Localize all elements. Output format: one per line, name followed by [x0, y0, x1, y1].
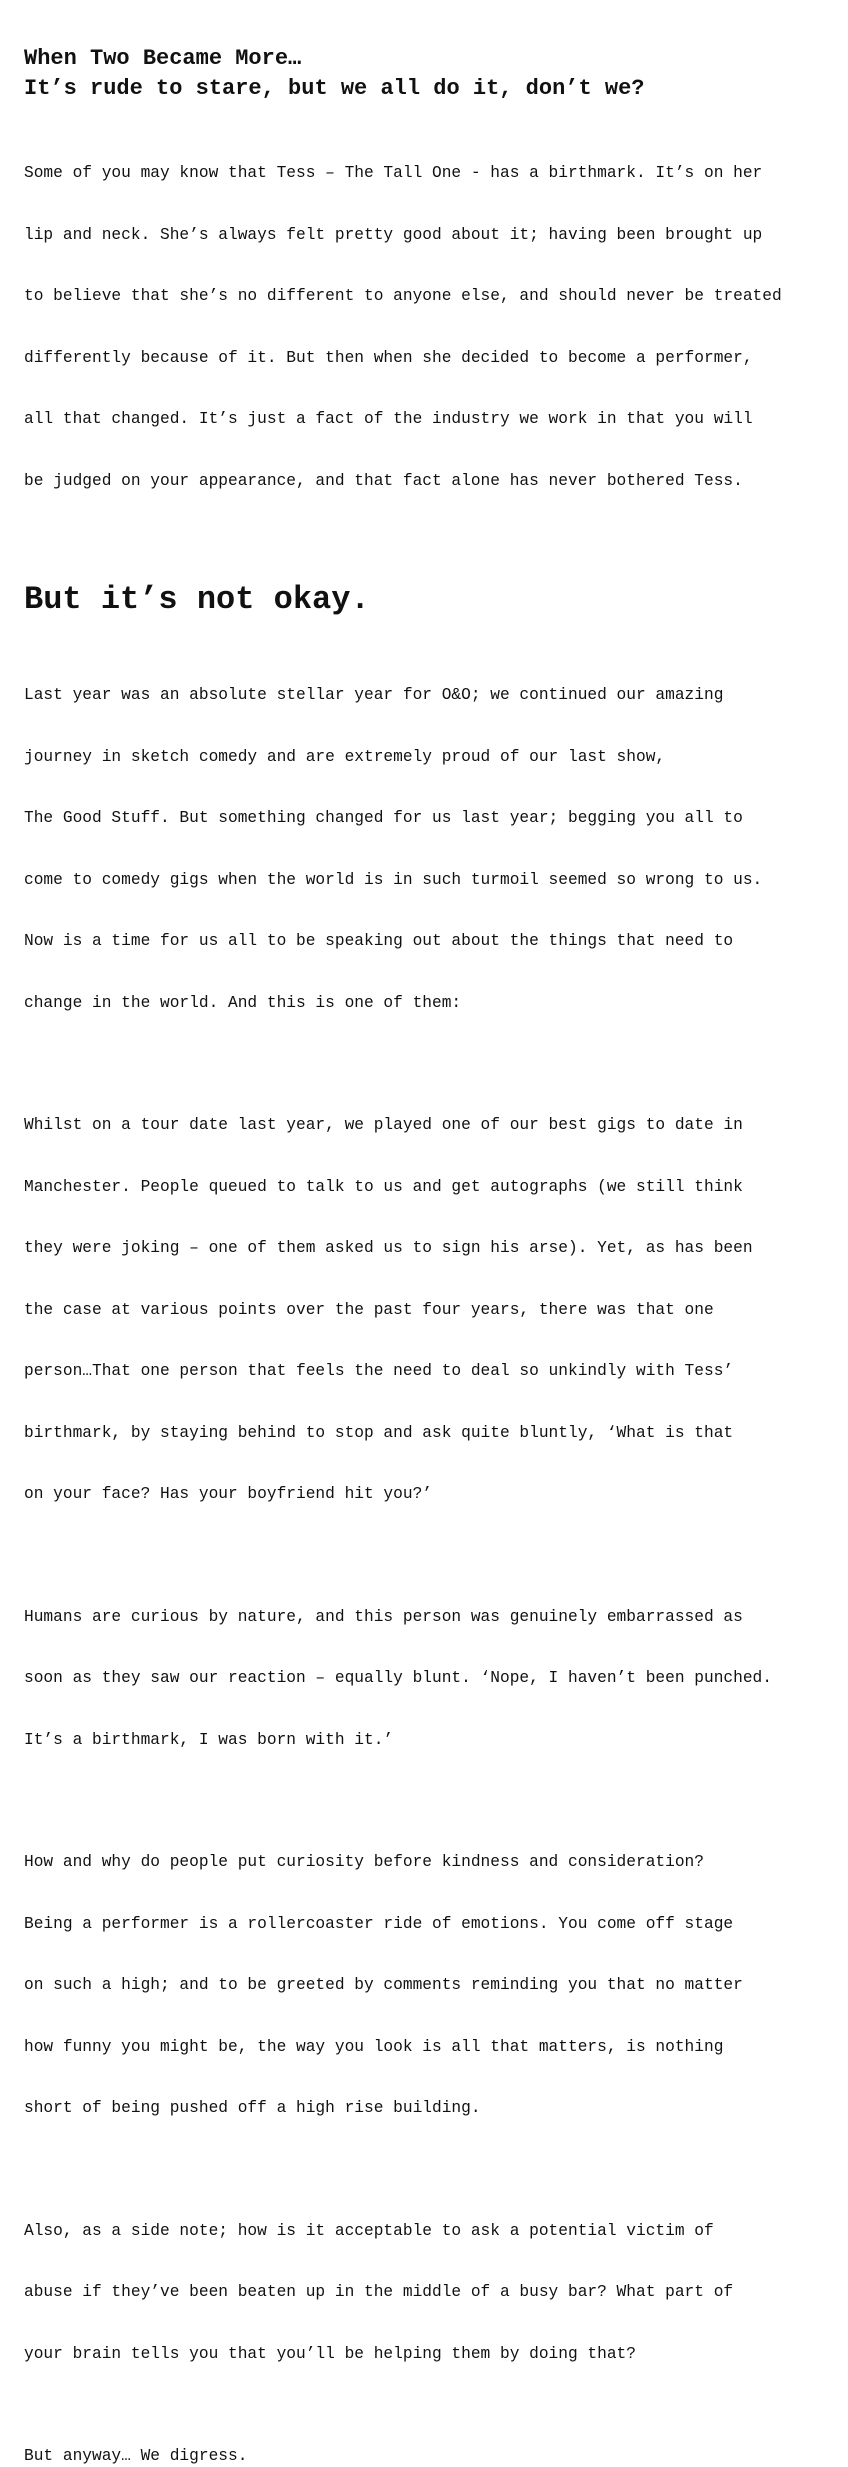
text-line: on your face? Has your boyfriend hit you?’: [24, 1485, 432, 1503]
text-line: journey in sketch comedy and are extremely proud of our last show,: [24, 747, 666, 766]
text-line: on such a high; and to be greeted by comments reminding you that no matter: [24, 1976, 743, 1994]
text-line: Manchester. People queued to talk to us and get autographs (we still think: [24, 1177, 743, 1196]
text-line: It’s a birthmark, I was born with it.’: [24, 1730, 394, 1749]
text-line: the case at various points over the past four years, there was that one: [24, 1300, 714, 1319]
text-line: soon as they saw our reaction – equally blunt. ‘Nope, I haven’t been punched.: [24, 1669, 772, 1687]
text-line: come to comedy gigs when the world is in such turmoil seemed so wrong to us.: [24, 870, 763, 889]
text-line: Now is a time for us all to be speaking out about the things that need to: [24, 932, 734, 950]
paragraph-3: [24, 1566, 828, 1792]
text-line: Being a performer is a rollercoaster ride of emotions. You come off stage: [24, 1914, 734, 1933]
paragraph-5: [24, 2180, 828, 2406]
paragraph-2: [24, 1074, 828, 1546]
section-heading: But it’s not okay.: [24, 581, 370, 618]
text-line: lip and neck. She’s always felt pretty good about it; having been brought up: [24, 225, 763, 244]
text-line: change in the world. And this is one of them:: [24, 993, 462, 1012]
text-line: they were joking – one of them asked us to sign his arse). Yet, as has been: [24, 1239, 753, 1257]
intro-paragraph: [24, 122, 828, 532]
closing-line: But anyway… We digress.: [24, 2447, 248, 2465]
text-line: Also, as a side note; how is it acceptable to ask a potential victim of: [24, 2221, 714, 2240]
text-line: Whilst on a tour date last year, we played one of our best gigs to date in: [24, 1116, 743, 1134]
text-line: Last year was an absolute stellar year for O&O; we continued our amazing: [24, 686, 724, 704]
text-line: abuse if they’ve been beaten up in the middle of a busy bar? What part of: [24, 2283, 734, 2301]
text-line: how funny you might be, the way you look is all that matters, is nothing: [24, 2037, 724, 2056]
text-line: Some of you may know that Tess – The Tall One - has a birthmark. It’s on her: [24, 164, 763, 182]
text-line: Humans are curious by nature, and this person was genuinely embarrassed as: [24, 1607, 743, 1626]
text-line: The Good Stuff. But something changed for us last year; begging you all to: [24, 809, 743, 827]
paragraph-4: [24, 1811, 828, 2160]
text-line: your brain tells you that you’ll be helping them by doing that?: [24, 2344, 636, 2363]
text-line: be judged on your appearance, and that fact alone has never bothered Tess.: [24, 471, 743, 490]
title-line-1: When Two Became More…: [24, 46, 302, 71]
text-line: differently because of it. But then when she decided to become a performer,: [24, 348, 753, 367]
text-line: How and why do people put curiosity before kindness and consideration?: [24, 1853, 704, 1871]
text-line: to believe that she’s no different to anyone else, and should never be treated: [24, 287, 782, 305]
title-line-2: It’s rude to stare, but we all do it, don’t we?: [24, 76, 645, 101]
text-line: all that changed. It’s just a fact of the industry we work in that you will: [24, 410, 753, 428]
text-line: person…That one person that feels the need to deal so unkindly with Tess’: [24, 1362, 734, 1380]
paragraph-1: [24, 644, 828, 1054]
text-line: short of being pushed off a high rise building.: [24, 2099, 481, 2117]
text-line: birthmark, by staying behind to stop and ask quite bluntly, ‘What is that: [24, 1423, 734, 1442]
